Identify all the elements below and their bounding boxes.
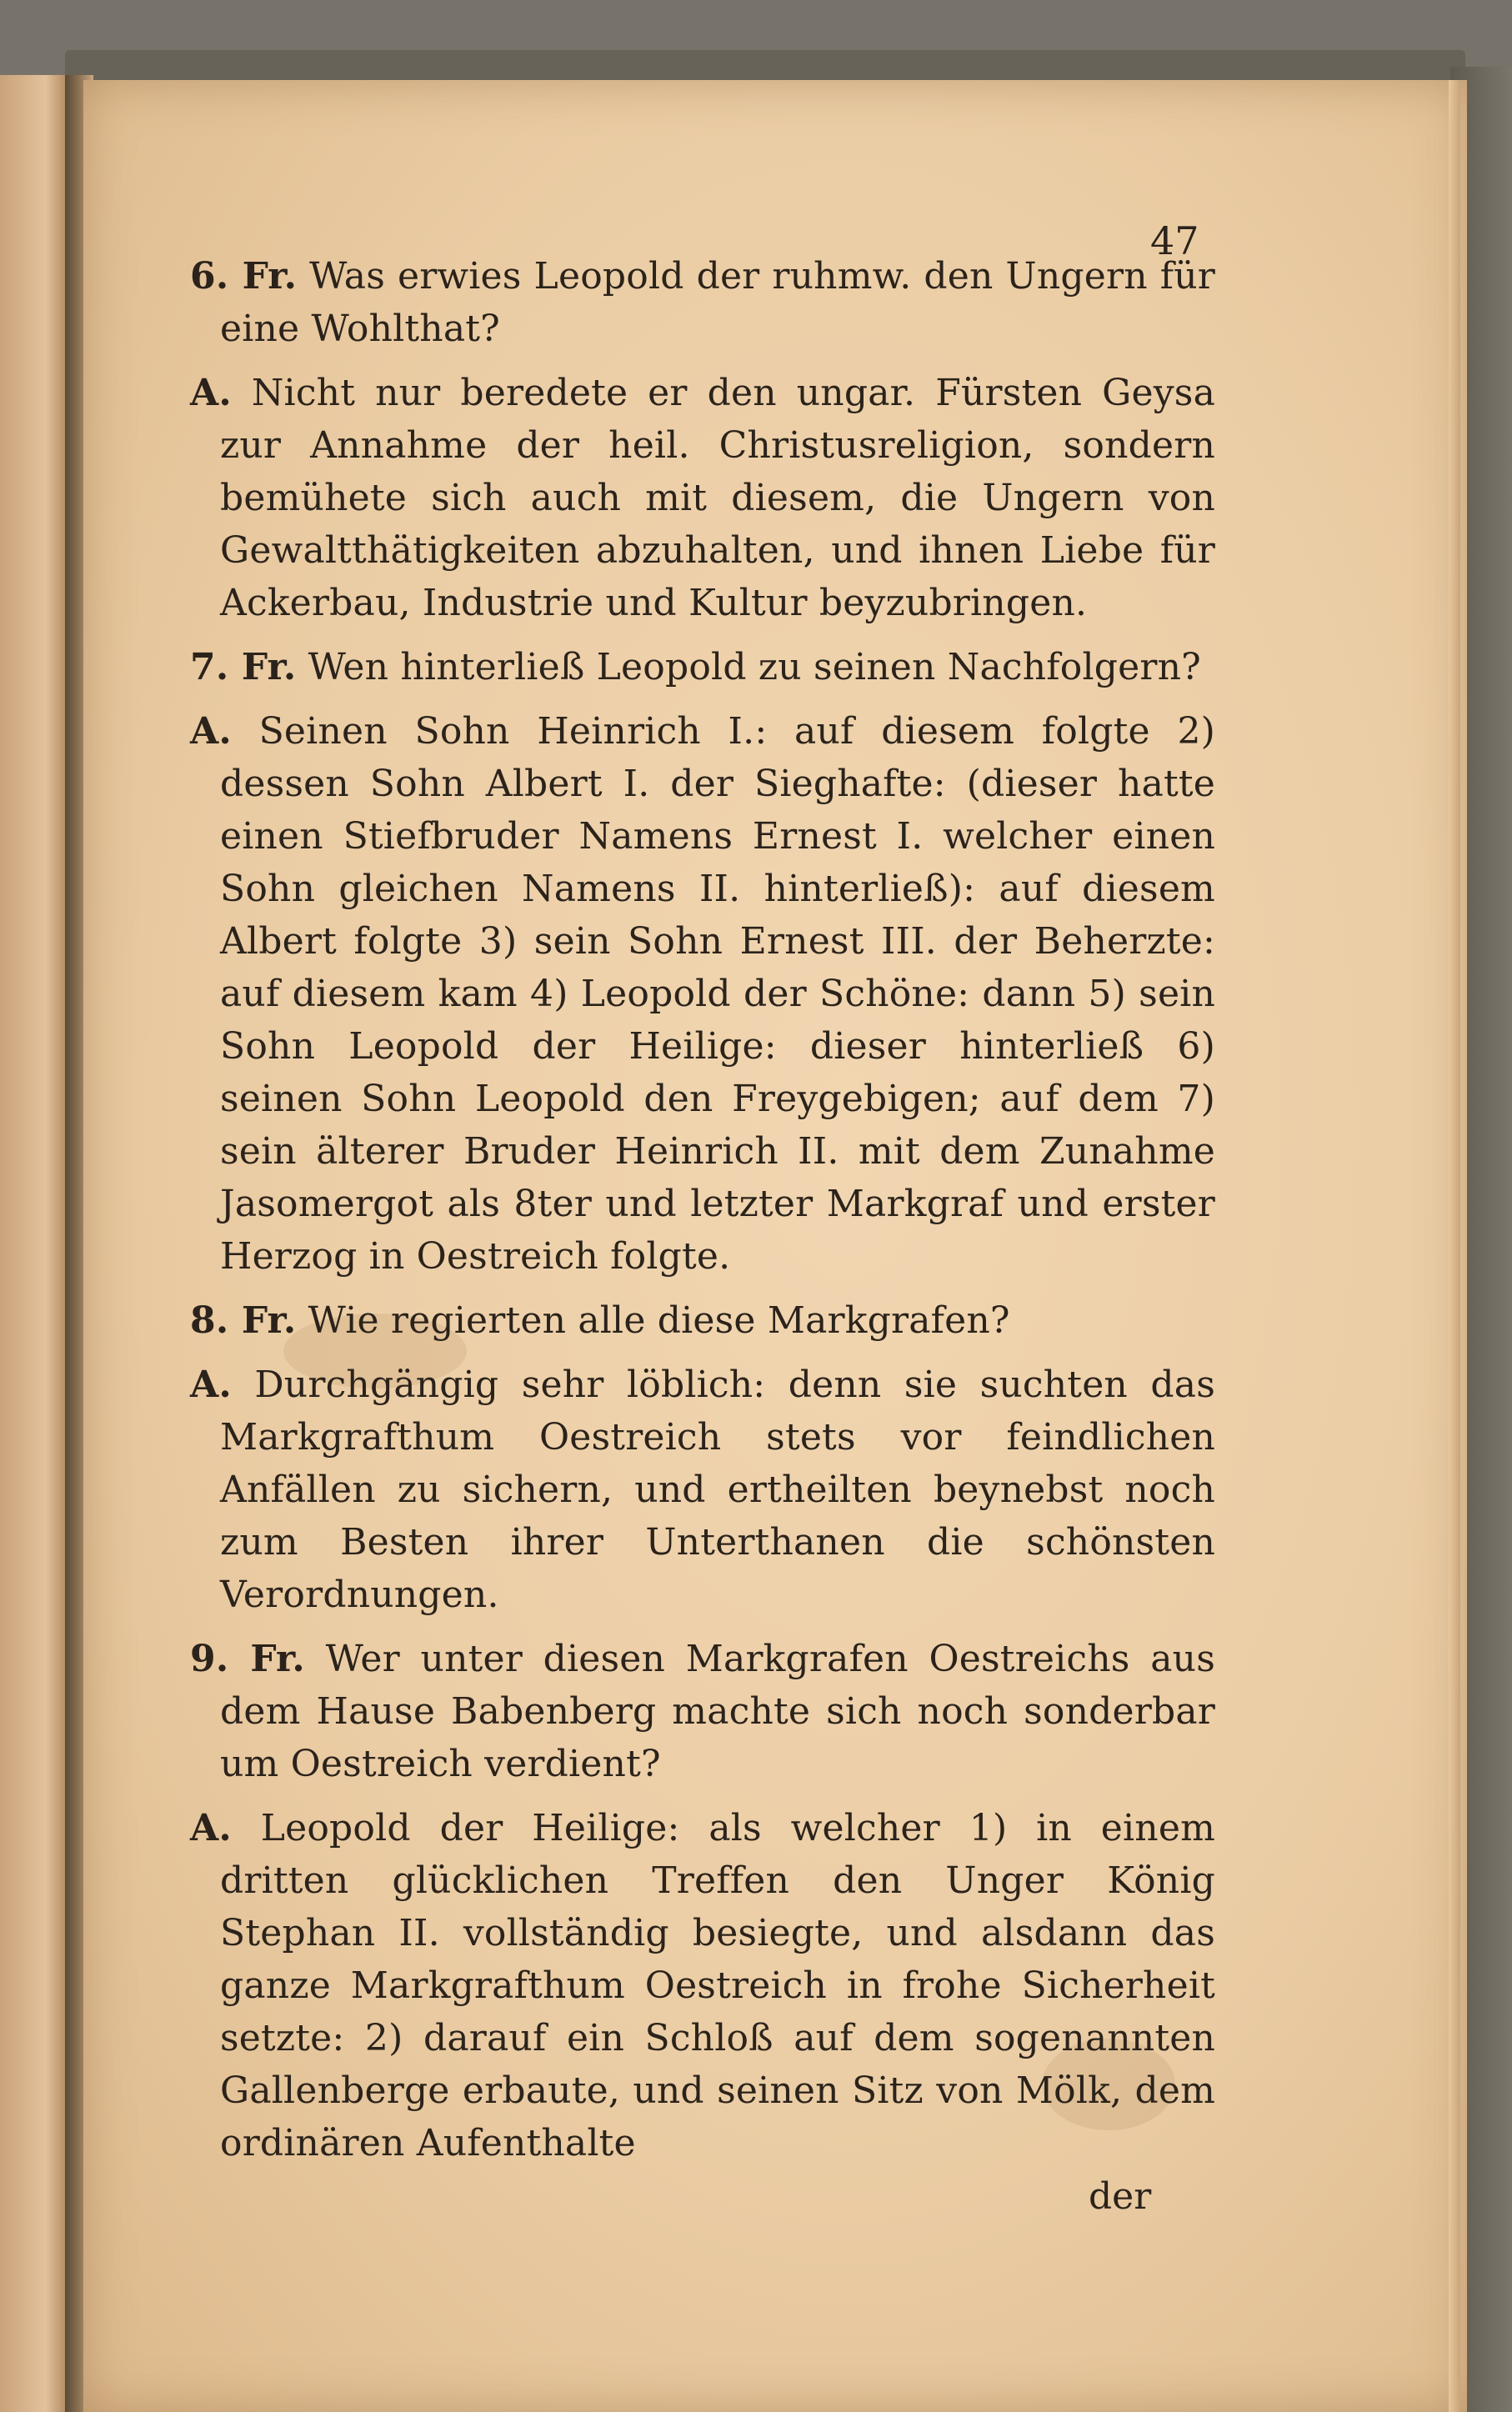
entry-text: Durchgängig sehr löblich: denn sie suchten das Markgrafthum Oestreich stets vor feindlichen Anfällen zu sichern, und ertheilten beynebst noch zum Besten ihrer Unterthanen die schönsten Verordnungen. — [220, 1364, 1215, 1616]
entry-label: 8. Fr. — [190, 1299, 297, 1342]
entry-text: Was erwies Leopold der ruhmw. den Ungern für eine Wohlthat? — [220, 255, 1215, 350]
entry-text: Seinen Sohn Heinrich I.: auf diesem folgte 2) dessen Sohn Albert I. der Sieghafte: (dieser hatte einen Stiefbruder Namens Ernest I. welcher einen Sohn gleichen Namens II. hinterließ): auf diesem Albert folgte 3) sein Sohn Ernest III. der Beherzte: auf diesem kam 4) Leopold der Schöne: dann 5) sein Sohn Leopold der Heilige: dieser hinterließ 6) seinen Sohn Leopold den Freygebigen; auf dem 7) sein älterer Bruder Heinrich II. mit dem Zunahme Jasomergot als 8ter und letzter Markgraf und erster Herzog in Oestreich folgte. — [220, 710, 1216, 1278]
entry-label: 9. Fr. — [190, 1638, 305, 1680]
question-9 — [190, 1633, 1215, 1790]
page-text — [190, 250, 1215, 2169]
catchword: der — [1089, 2175, 1152, 2218]
entry-text: Nicht nur beredete er den ungar. Fürsten Geysa zur Annahme der heil. Christusreligion, sondern bemühete sich auch mit diesem, die Ungern von Gewaltthätigkeiten abzuhalten, und ihnen Liebe für Ackerbau, Industrie und Kultur beyzubringen. — [220, 372, 1216, 624]
question-6 — [190, 250, 1215, 355]
question-8 — [190, 1294, 1215, 1347]
answer-7 — [190, 705, 1215, 1283]
entry-text: Leopold der Heilige: als welcher 1) in einem dritten glücklichen Treffen den Unger König Stephan II. vollständig besiegte, und alsdann das ganze Markgrafthum Oestreich in frohe Sicherheit setzte: 2) darauf ein Schloß auf dem sogenannten Gallenberge erbaute, und seinen Sitz von Mölk, dem ordinären Aufenthalte — [220, 1807, 1216, 2164]
entry-label: 6. Fr. — [190, 255, 298, 298]
entry-label: A. — [190, 1807, 232, 1849]
entry-text: Wen hinterließ Leopold zu seinen Nachfolgern? — [308, 646, 1201, 688]
answer-6 — [190, 367, 1215, 629]
entry-label: A. — [190, 372, 232, 414]
facing-page-edge — [0, 75, 65, 2412]
answer-8 — [190, 1359, 1215, 1621]
page-number: 47 — [1150, 218, 1199, 263]
entry-text: Wer unter diesen Markgrafen Oestreichs aus dem Hause Babenberg machte sich noch sonderbar um Oestreich verdient? — [220, 1638, 1216, 1785]
question-7 — [190, 641, 1215, 693]
entry-text: Wie regierten alle diese Markgrafen? — [308, 1299, 1010, 1342]
entry-label: A. — [190, 1364, 232, 1406]
entry-label: A. — [190, 710, 232, 753]
entry-label: 7. Fr. — [190, 646, 297, 688]
page-edge — [1449, 80, 1460, 2412]
answer-9 — [190, 1802, 1215, 2169]
